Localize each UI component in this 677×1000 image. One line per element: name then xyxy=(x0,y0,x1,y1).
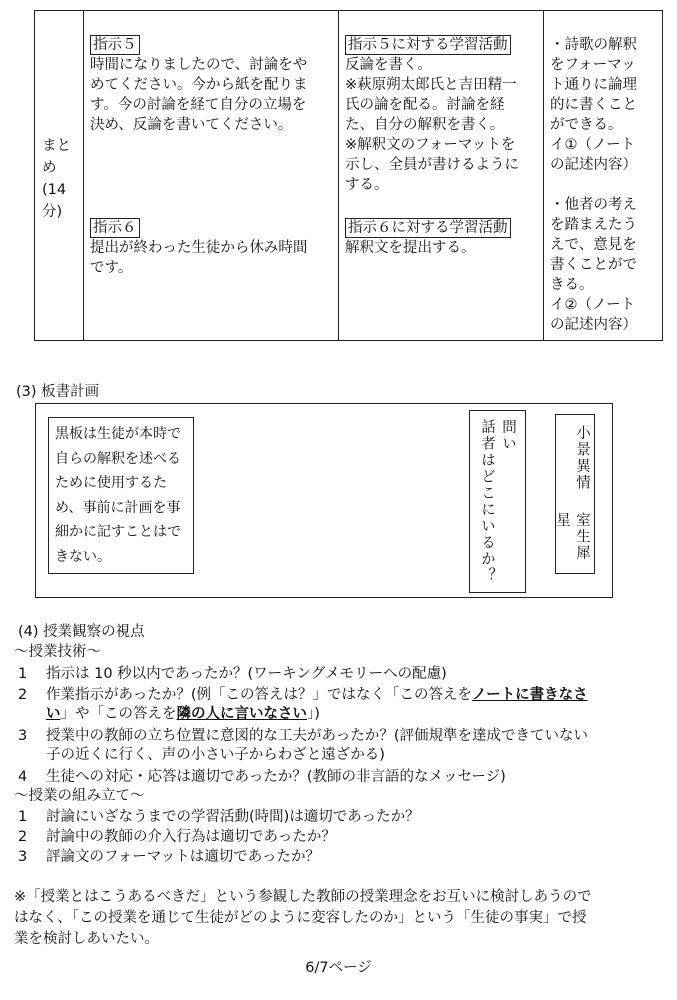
structure-heading: ～授業の組み立て～ xyxy=(14,788,145,804)
structure-item-2-number: 2 xyxy=(18,829,28,845)
evaluation-cell xyxy=(544,11,663,341)
structure-item-1-number: 1 xyxy=(18,809,28,825)
board-note-line: 自らの解釈を述べる xyxy=(55,450,181,467)
stage-label-line: (14 xyxy=(42,182,67,198)
stage-cell xyxy=(35,11,84,341)
tech-item-4-number: 4 xyxy=(18,769,28,785)
instruction-5-title: 指示５ xyxy=(90,35,140,55)
observation-section xyxy=(0,622,677,952)
board-note-line: ために使用するた xyxy=(55,475,167,491)
tech-item-2-emphasis: 隣の人に言いなさい xyxy=(176,706,307,722)
tech-item-2-part: 」) xyxy=(307,706,320,722)
tech-item-2-part: 作業指示があったか？(例「この答えは？」ではなく「この答えを xyxy=(46,687,473,703)
board-note-line: め、事前に計画を事 xyxy=(55,499,181,516)
stage-label-line: 分) xyxy=(42,204,63,220)
activity-6-title: 指示６に対する学習活動 xyxy=(345,218,511,238)
instruction-5-text: 時間になりましたので、討論をや めてください。今から紙を配りま す。今の討論を経て自分の立場を 決め、反論を書いてください。 xyxy=(90,57,308,133)
tech-item-1-number: 1 xyxy=(18,666,28,682)
tech-item-2-emphasis: い xyxy=(46,706,61,722)
structure-item-2-text: 討論中の教師の介入行為は適切であったか？ xyxy=(46,829,336,845)
structure-item-3-number: 3 xyxy=(18,849,28,865)
instruction-cell xyxy=(84,11,339,341)
tech-item-2-text xyxy=(46,685,588,705)
tech-item-2-number: 2 xyxy=(18,687,28,703)
board-frame xyxy=(35,403,613,598)
stage-label-line: まと xyxy=(42,138,71,154)
evaluation-1: ・詩歌の解釈 をフォーマッ ト通りに論理 的に書くこと ができる。 イ①（ノート の記述内容） xyxy=(550,37,637,173)
tech-item-2-emphasis: ノートに書きなさ xyxy=(472,687,588,703)
poem-author: 室生犀星 xyxy=(554,512,590,562)
page-number: 6/7ページ xyxy=(305,960,372,976)
stage-label xyxy=(42,135,71,223)
closing-note-line: 業を検討しあいたい。 xyxy=(14,931,159,947)
tech-item-3-text-cont: 子の近くに行く、声の小さい子からわざと遠ざかる) xyxy=(46,747,385,763)
board-note xyxy=(48,417,194,574)
poem-title: 小景異情 xyxy=(574,425,590,491)
tech-item-4-text: 生徒への対応・応答は適切であったか？(教師の非言語的なメッセージ) xyxy=(46,769,506,785)
board-note-line: 黒板は生徒が本時で xyxy=(55,426,181,442)
tech-item-3-number: 3 xyxy=(18,728,28,744)
board-plan-heading: (3) 板書計画 xyxy=(16,384,100,400)
closing-note-line: ※「授業とはこうあるべきだ」という参観した教師の授業理念をお互いに検討しあうので xyxy=(14,889,592,905)
stage-label-line: め xyxy=(42,160,57,176)
activity-5-title: 指示５に対する学習活動 xyxy=(345,35,511,55)
question-text: 話者はどこにいるか？ xyxy=(479,419,495,584)
poem-card xyxy=(555,414,595,574)
structure-item-3-text: 評論文のフォーマットは適切であったか？ xyxy=(46,849,321,865)
instruction-6-text: 提出が終わった生徒から休み時間 です。 xyxy=(90,240,308,276)
closing-note-line: はなく、「この授業を通じて生徒がどのように変容したのか」という「生徒の事実」で授 xyxy=(14,910,587,926)
tech-item-1-text: 指示は 10 秒以内であったか？(ワーキングメモリーへの配慮) xyxy=(46,666,447,682)
evaluation-2: ・他者の考え を踏まえたう えで、意見を 書くことがで きる。 イ②（ノート の記述内容） xyxy=(550,197,637,333)
activity-5 xyxy=(345,35,519,195)
structure-item-1-text: 討論にいざなうまでの学習活動(時間)は適切であったか？ xyxy=(46,809,420,825)
activity-6 xyxy=(345,218,511,258)
activity-5-text: 反論を書く。 ※萩原朔太郎氏と吉田精一 氏の論を配る。討論を経 た、自分の解釈を書く。 ※解釈文のフォーマットを 示し、全員が書けるように する。 xyxy=(345,57,519,193)
activity-6-text: 解釈文を提出する。 xyxy=(345,240,476,256)
tech-item-2-text-cont xyxy=(46,704,320,724)
question-label: 問い xyxy=(500,419,516,452)
activity-cell xyxy=(339,11,544,341)
board-note-line: きない。 xyxy=(55,548,111,565)
instruction-6-title: 指示６ xyxy=(90,218,140,238)
lesson-plan-table xyxy=(34,10,663,341)
tech-heading: ～授業技術～ xyxy=(14,644,101,660)
instruction-6 xyxy=(90,218,307,278)
question-card xyxy=(469,410,526,593)
observation-heading: (4) 授業観察の視点 xyxy=(18,624,145,640)
tech-item-3-text: 授業中の教師の立ち位置に意図的な工夫があったか？(評価規準を達成できていない xyxy=(46,728,589,744)
tech-item-2-part: 」や「この答えを xyxy=(60,706,177,722)
instruction-5 xyxy=(90,35,308,135)
board-note-line: 細かに記すことはで xyxy=(55,524,181,540)
